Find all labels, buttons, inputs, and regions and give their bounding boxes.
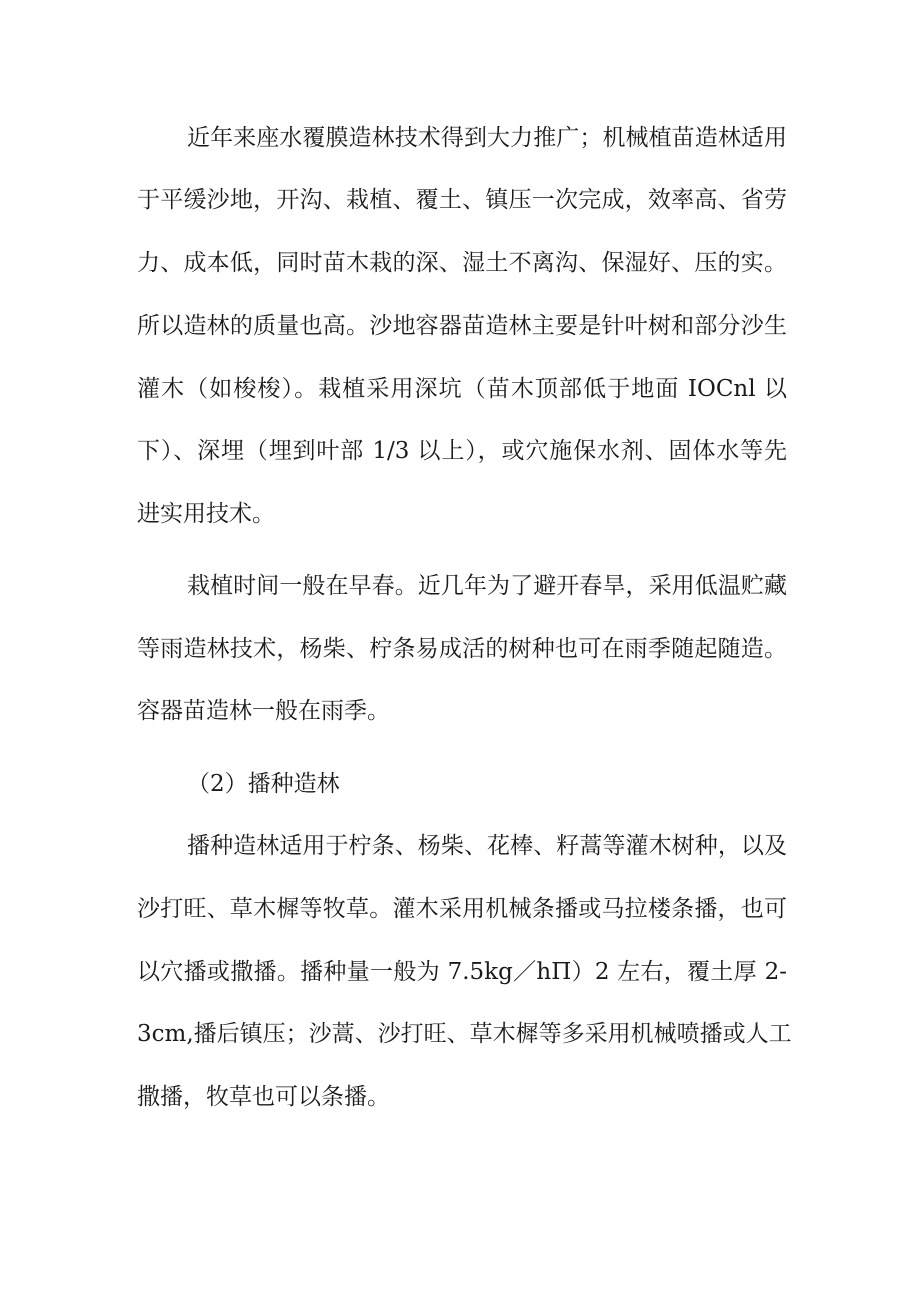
- paragraph-3-line-5: 撒播，牧草也可以条播。: [137, 1084, 390, 1110]
- paragraph-3-line-1: 播种造林适用于柠条、杨柴、花棒、籽蒿等灌木树种，以及: [187, 833, 787, 859]
- paragraph-1-line-6: 下）、深埋（埋到叶部 1/3 以上），或穴施保水剂、固体水等先: [137, 438, 787, 464]
- paragraph-1-line-7: 进实用技术。: [137, 501, 275, 527]
- paragraph-1-line-5: 灌木（如梭梭）。栽植采用深坑（苗木顶部低于地面 IOCnl 以: [137, 376, 787, 402]
- paragraph-3-line-2: 沙打旺、草木樨等牧草。灌木采用机械条播或马拉楼条播，也可: [137, 896, 787, 922]
- paragraph-2-line-2: 等雨造林技术，杨柴、柠条易成活的树种也可在雨季随起随造。: [137, 636, 787, 662]
- paragraph-1-line-4: 所以造林的质量也高。沙地容器苗造林主要是针叶树和部分沙生: [137, 313, 787, 339]
- paragraph-1-line-3: 力、成本低，同时苗木栽的深、湿土不离沟、保湿好、压的实。: [137, 250, 787, 276]
- paragraph-2-line-1: 栽植时间一般在早春。近几年为了避开春旱，采用低温贮藏: [187, 573, 787, 599]
- section-heading: （2）播种造林: [187, 771, 340, 797]
- paragraph-2-line-3: 容器苗造林一般在雨季。: [137, 698, 390, 724]
- paragraph-3-line-3: 以穴播或撒播。播种量一般为 7.5kg／hΠ）2 左右，覆土厚 2-: [137, 959, 787, 985]
- paragraph-1-line-1: 近年来座水覆膜造林技术得到大力推广；机械植苗造林适用: [187, 125, 787, 151]
- paragraph-3-line-4: 3cm,播后镇压；沙蒿、沙打旺、草木樨等多采用机械喷播或人工: [137, 1021, 792, 1047]
- paragraph-1-line-2: 于平缓沙地，开沟、栽植、覆土、镇压一次完成，效率高、省劳: [137, 187, 787, 213]
